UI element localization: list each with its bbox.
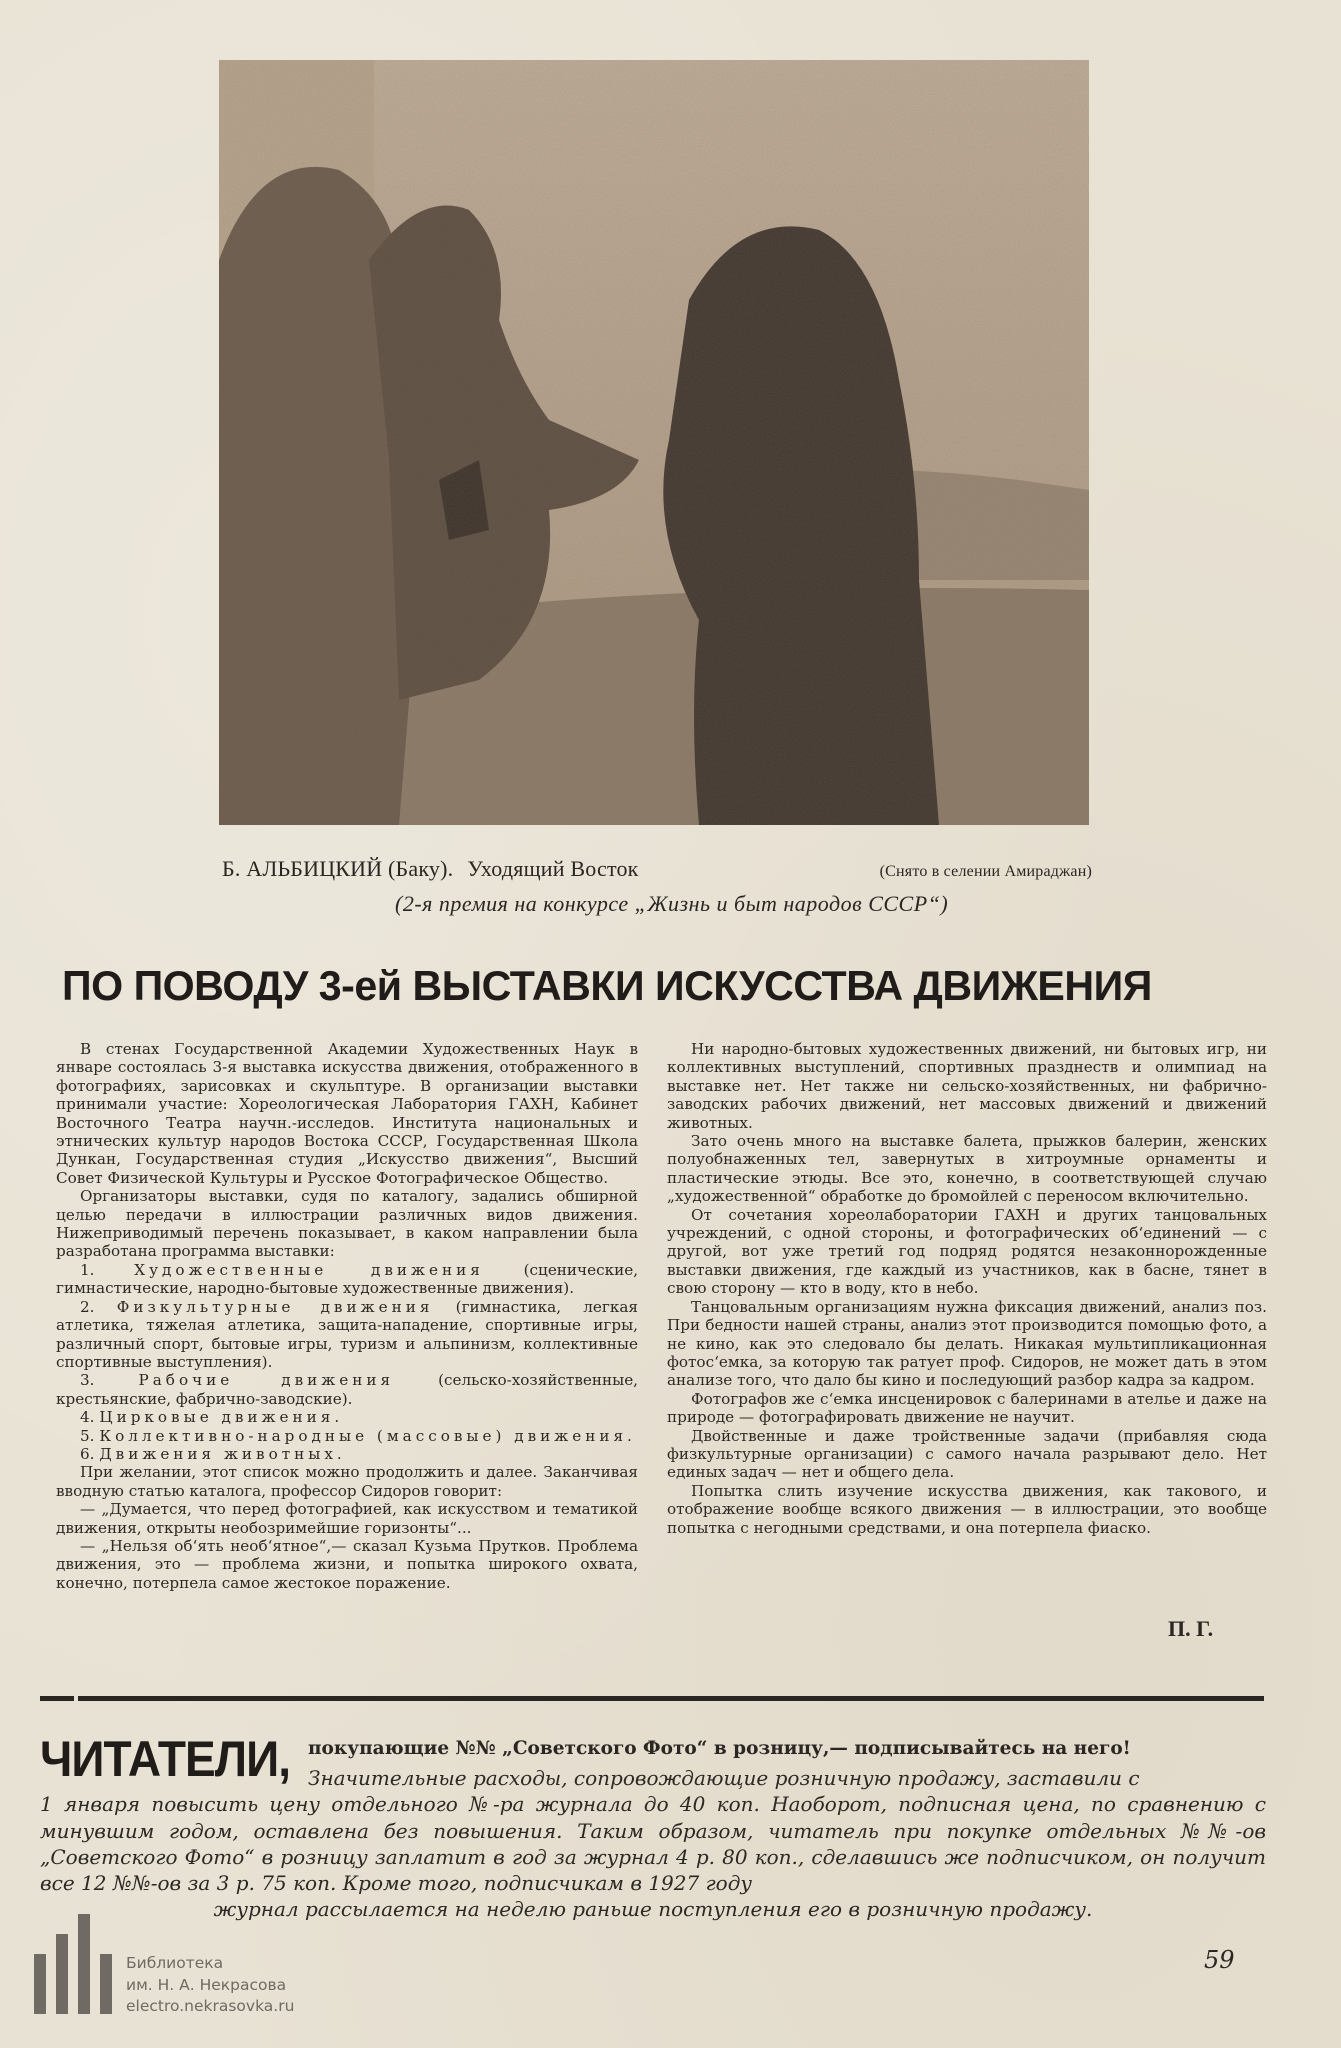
library-watermark: [126, 1953, 294, 2018]
program-list-item: 1. Художественные движения (сценические, гимнастические, народно-бытовые художественные движения).: [56, 1260, 639, 1298]
caption-location: (Снято в селении Амираджан): [879, 863, 1092, 880]
article-headline: ПО ПОВОДУ 3-ей ВЫСТАВКИ ИСКУССТВА ДВИЖЕНИЯ: [62, 962, 1152, 1009]
paragraph: Зато очень много на выставке балета, прыжков балерин, женских полуобнаженных тел, завернутых в хитроумные орнаменты и пластические этюды. Все это, конечно, в соответствующей случаю „художественной“ обработке до бромойлей с переносом включительно.: [667, 1132, 1267, 1206]
library-name: Библиотека: [126, 1954, 224, 1972]
notice-body-last: журнал рассылается на неделю раньше поступления его в розничную продажу.: [213, 1897, 1093, 1922]
article-left-column: [56, 1040, 638, 1592]
notice-body: [40, 1765, 1266, 1923]
paragraph: Фотографов же с‘емка инсценировок с балеринами в ателье и даже на природе — фотографировать движение не научит.: [667, 1389, 1267, 1427]
notice-lead: покупающие №№ „Советского Фото“ в розницу,— подписывайтесь на него!: [308, 1738, 1131, 1759]
paragraph: Танцовальным организациям нужна фиксация движений, анализ поз. При бедности нашей страны, анализ этот производится помощью фото, а не кино, как это следовало бы делать. Никакая мультипликационная фотос‘емка, за которую так ратует проф. Сидоров, не может дать в этом анализе того, что дало бы кино и последующий разбор кадра за кадром.: [667, 1297, 1267, 1390]
paragraph: Организаторы выставки, судя по каталогу, задались обширной целью передачи в иллюстрации различных видов движения. Нижеприводимый перечень показывает, в каком направлении была разработана программа выставки:: [56, 1187, 638, 1261]
paragraph: При желании, этот список можно продолжить и далее. Заканчивая вводную статью каталога, профессор Сидоров говорит:: [56, 1463, 638, 1500]
section-divider: [40, 1696, 1264, 1701]
caption-title: Уходящий Восток: [467, 856, 639, 881]
library-url[interactable]: electro.nekrasovka.ru: [126, 1997, 295, 2015]
library-named: им. Н. А. Некрасова: [126, 1975, 287, 1994]
paragraph: Двойственные и даже тройственные задачи (прибавляя сюда физкультурные организации) с самого начала разрывают дело. Нет единых задач — нет и общего дела.: [667, 1426, 1267, 1482]
paragraph: Ни народно-бытовых художественных движений, ни бытовых игр, ни коллективных выступлений, спортивных празднеств и олимпиад на выставке нет. Нет также ни сельско-хозяйственных, ни фабрично-заводских рабочих движений, нет массовых движений и движений животных.: [667, 1040, 1267, 1132]
article-signature: П. Г.: [1168, 1616, 1214, 1641]
article-right-column: [667, 1040, 1267, 1537]
notice-body-middle: 1 января повысить цену отдельного №-ра журнала до 40 коп. Наоборот, подписная цена, по сравнению с минувшим годом, оставлена без повышения. Таким образом, читатель при покупке отдельных №№-ов „Советского Фото“ в розницу заплатит в год за журнал 4 р. 80 коп., сделавшись же подписчиком, он получит все 12 №№-ов за 3 р. 75 коп. Кроме того, подписчикам в 1927 году: [40, 1792, 1266, 1896]
caption-award: (2-я премия на конкурсе „Жизнь и быт народов СССР“): [395, 891, 949, 916]
program-list-item: 5. Коллективно-народные (массовые) движения.: [80, 1426, 636, 1445]
program-list-item: 4. Цирковые движения.: [80, 1408, 344, 1427]
paragraph: От сочетания хореолаборатории ГАХН и других танцовальных учреждений, с одной стороны, и фотографических об‘единений — с другой, вот уже третий год подряд родятся незаконнорожденные выставки движения, где каждый из участников, как в басне, тянет в свою сторону — кто в воду, кто в небо.: [667, 1205, 1267, 1298]
program-list-item: 2. Физкультурные движения (гимнастика, легкая атлетика, тяжелая атлетика, защита-нападение, спортивные игры, различный спорт, бытовые игры, туризм и альпинизм, коллективные спортивные выступления).: [56, 1297, 638, 1371]
divider-segment: [40, 1696, 74, 1701]
notice-title: ЧИТАТЕЛИ,: [40, 1731, 291, 1787]
quote: — „Думается, что перед фотографией, как искусством и тематикой движения, открыты необозримейшие горизонты“...: [56, 1500, 638, 1537]
page-number: 59: [1204, 1946, 1235, 1974]
paragraph: В стенах Государственной Академии Художественных Наук в январе состоялась 3-я выставка искусства движения, отображенного в фотографиях, зарисовках и скульптуре. В организации выставки принимали участие: Хореологическая Лаборатория ГАХН, Кабинет Восточного Театра научн.-исследов. Института национальных и этнических культур народов Востока СССР, Государственная Школа Дункан, Государственная студия „Искусство движения“, Высший Совет Физической Культуры и Русское Фотографическое Общество.: [56, 1040, 638, 1187]
library-logo-icon: [34, 1914, 114, 2014]
photo-illustration: [219, 60, 1089, 825]
program-list-item: 3. Рабочие движения (сельско-хозяйственные, крестьянские, фабрично-заводские).: [56, 1371, 639, 1408]
divider-segment: [78, 1696, 1264, 1701]
caption-author: Б. АЛЬБИЦКИЙ (Баку).: [222, 856, 454, 881]
quote: — „Нельзя об‘ять необ‘ятное“,— сказал Кузьма Прутков. Проблема движения, это — проблема жизни, и попытка широкого охвата, конечно, потерпела самое жестокое поражение.: [56, 1536, 638, 1592]
notice-body-first: Значительные расходы, сопровождающие розничную продажу, заставили с: [308, 1766, 1140, 1790]
program-list-item: 6. Движения животных.: [80, 1444, 346, 1463]
photo-caption: [222, 856, 1092, 882]
photograph: [219, 60, 1089, 825]
paragraph: Попытка слить изучение искусства движения, как такового, и отображение вообще всякого движения — в иллюстрации, это вообще попытка с негодными средствами, и она потерпела фиаско.: [667, 1481, 1267, 1537]
